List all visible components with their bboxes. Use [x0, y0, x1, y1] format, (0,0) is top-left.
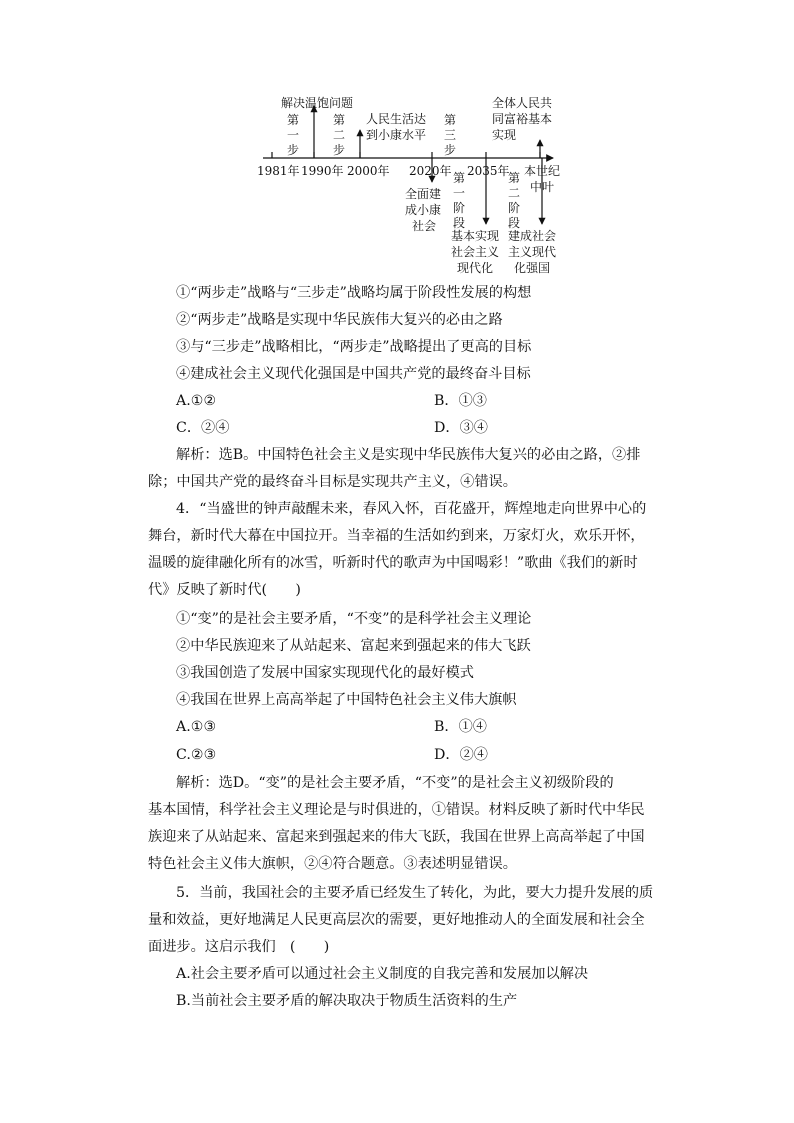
q4-stem-3: 温暖的旋律融化所有的冰雪，听新时代的歌声为中国喝彩！”歌曲《我们的新时 — [148, 555, 638, 571]
stage2-goal: 建成社会 主义现代 化强国 — [508, 229, 557, 275]
step1-label: 第 一 步 — [287, 113, 300, 157]
q4-analysis-2: 基本国情，科学社会主义理论是与时俱进的，①错误。材料反映了新时代中华民 — [148, 802, 645, 818]
year-label-midcentury: 中叶 — [530, 180, 555, 194]
q4-analysis-4: 特色社会主义伟大旗帜，②④符合题意。③表述明显错误。 — [148, 856, 517, 872]
stage2-label: 第 二 阶 段 — [508, 171, 521, 230]
q3-statement-4: ④建成社会主义现代化强国是中国共产党的最终奋斗目标 — [176, 366, 531, 382]
year-label-1990: 1990年 — [301, 164, 344, 178]
q4-stem-4: 代》反映了新时代( ) — [148, 582, 301, 598]
year-label-1981: 1981年 — [257, 164, 300, 178]
q5-stem-3: 面进步。这启示我们 ( ) — [148, 939, 330, 955]
q4-option-d: D．②④ — [434, 747, 488, 763]
q5-option-b: B.当前社会主要矛盾的解决取决于物质生活资料的生产 — [176, 993, 518, 1009]
q4-analysis-3: 族迎来了从站起来、富起来到强起来的伟大飞跃，我国在世界上高高举起了中国 — [148, 829, 645, 845]
q4-statement-3: ③我国创造了发展中国家实现现代化的最好模式 — [176, 665, 474, 681]
q4-analysis-1: 解析：选D。“变”的是社会主要矛盾，“不变”的是社会主义初级阶段的 — [176, 775, 614, 791]
q3-statement-3: ③与“三步走”战略相比，“两步走”战略提出了更高的目标 — [176, 339, 532, 355]
q4-option-a: A.①③ — [176, 719, 217, 735]
q3-option-b: B．①③ — [434, 393, 487, 409]
q5-option-a: A.社会主要矛盾可以通过社会主义制度的自我完善和发展加以解决 — [176, 966, 589, 982]
q3-option-c: C．②④ — [176, 420, 230, 436]
year-label-2035: 2035年 — [467, 164, 510, 178]
stage1-label: 第 一 阶 段 — [453, 171, 466, 230]
q4-statement-1: ①“变”的是社会主要矛盾，“不变”的是科学社会主义理论 — [176, 611, 532, 627]
timeline-diagram — [0, 0, 794, 290]
q3-option-a: A.①② — [176, 393, 217, 409]
step1-goal: 解决温饱问题 — [281, 96, 354, 110]
q5-stem-2: 量和效益，更好地满足人民更高层次的需要，更好地推动人的全面发展和社会全 — [148, 912, 645, 928]
q3-statement-1: ①“两步走”战略与“三步走”战略均属于阶段性发展的构想 — [176, 285, 532, 301]
step2-goal: 人民生活达 到小康水平 — [366, 112, 427, 142]
year-label-century: 本世纪 — [524, 164, 561, 178]
q4-option-b: B．①④ — [434, 719, 487, 735]
q5-stem-1: 5．当前，我国社会的主要矛盾已经发生了转化，为此，要大力提升发展的质 — [176, 885, 654, 901]
xiaokang-goal: 全面建 成小康 社会 — [405, 187, 442, 233]
q4-statement-2: ②中华民族迎来了从站起来、富起来到强起来的伟大飞跃 — [176, 638, 531, 654]
q4-option-c: C.②③ — [176, 747, 217, 763]
step3-goal: 全体人民共 同富裕基本 实现 — [492, 96, 553, 142]
q4-stem-1: 4．“当盛世的钟声敲醒未来，春风入怀，百花盛开，辉煌地走向世界中心的 — [176, 501, 647, 517]
q3-analysis-1: 解析：选B。中国特色社会主义是实现中华民族伟大复兴的必由之路，②排 — [176, 447, 641, 463]
year-label-2000: 2000年 — [347, 164, 390, 178]
q3-statement-2: ②“两步走”战略是实现中华民族伟大复兴的必由之路 — [176, 312, 503, 328]
q3-option-d: D．③④ — [434, 420, 488, 436]
q4-statement-4: ④我国在世界上高高举起了中国特色社会主义伟大旗帜 — [176, 692, 517, 708]
step3-label: 第 三 步 — [444, 113, 457, 157]
q3-analysis-2: 除；中国共产党的最终奋斗目标是实现共产主义，④错误。 — [148, 474, 517, 490]
step2-label: 第 二 步 — [333, 113, 346, 157]
stage1-goal: 基本实现 社会主义 现代化 — [451, 229, 500, 275]
year-label-2020: 2020年 — [409, 164, 452, 178]
q4-stem-2: 舞台，新时代大幕在中国拉开。当幸福的生活如约到来，万家灯火，欢乐开怀， — [148, 528, 645, 544]
